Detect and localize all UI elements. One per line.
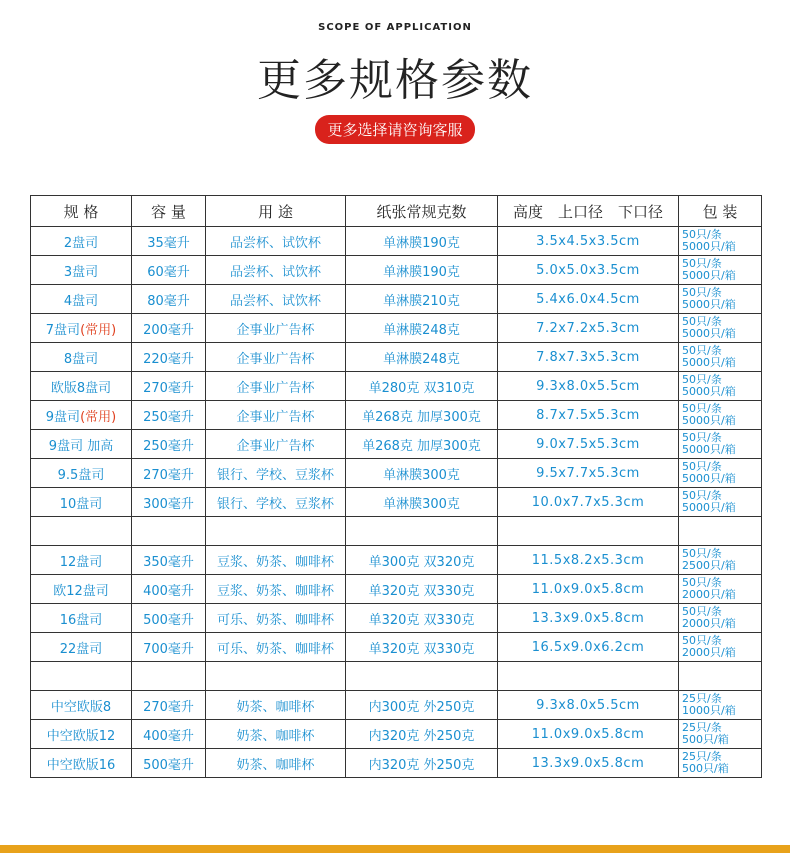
cell-use: 企事业广告杯 <box>206 343 346 372</box>
cell-use: 豆浆、奶茶、咖啡杯 <box>206 546 346 575</box>
cell-dimensions: 7.2x7.2x5.3cm <box>498 314 679 343</box>
cell-packing <box>679 227 762 256</box>
cell-spec <box>31 459 132 488</box>
cell-use: 品尝杯、试饮杯 <box>206 256 346 285</box>
cell-packing <box>679 314 762 343</box>
cell-packing <box>679 430 762 459</box>
cell-capacity: 700毫升 <box>132 633 206 662</box>
table-row <box>31 430 762 459</box>
table-row <box>31 227 762 256</box>
table-row <box>31 720 762 749</box>
cell-dimensions: 11.0x9.0x5.8cm <box>498 720 679 749</box>
cell-capacity: 35毫升 <box>132 227 206 256</box>
pack-per-carton: 5000只/箱 <box>682 327 736 340</box>
empty-cell <box>132 517 206 546</box>
cell-spec <box>31 401 132 430</box>
spec-name: 9盘司 加高 <box>48 438 114 454</box>
pack-per-sleeve: 50只/条 <box>682 315 722 328</box>
pack-per-sleeve: 50只/条 <box>682 605 722 618</box>
cell-spec <box>31 488 132 517</box>
spec-name: 欧版8盘司 <box>50 380 112 396</box>
table-gap-row <box>31 517 762 546</box>
cell-dimensions: 11.0x9.0x5.8cm <box>498 575 679 604</box>
cell-capacity: 200毫升 <box>132 314 206 343</box>
cell-paper: 单淋膜300克 <box>346 488 498 517</box>
spec-name: 欧12盘司 <box>53 583 109 599</box>
cell-dimensions: 8.7x7.5x5.3cm <box>498 401 679 430</box>
empty-cell <box>498 662 679 691</box>
cell-capacity: 60毫升 <box>132 256 206 285</box>
cell-spec <box>31 633 132 662</box>
pack-per-sleeve: 25只/条 <box>682 692 722 705</box>
cell-capacity: 300毫升 <box>132 488 206 517</box>
cell-capacity: 400毫升 <box>132 720 206 749</box>
pack-per-carton: 5000只/箱 <box>682 385 736 398</box>
table-row <box>31 256 762 285</box>
cell-spec <box>31 691 132 720</box>
pack-per-sleeve: 25只/条 <box>682 750 722 763</box>
cell-packing <box>679 459 762 488</box>
table-row <box>31 575 762 604</box>
spec-name: 7盘司 <box>45 322 81 338</box>
spec-note: (常用) <box>80 409 117 425</box>
cell-paper: 内320克 外250克 <box>346 720 498 749</box>
table-row <box>31 546 762 575</box>
cell-paper: 单淋膜210克 <box>346 285 498 314</box>
spec-name: 3盘司 <box>63 264 99 280</box>
table-row <box>31 459 762 488</box>
pack-per-carton: 500只/箱 <box>682 762 729 775</box>
cell-paper: 单320克 双330克 <box>346 575 498 604</box>
cell-capacity: 400毫升 <box>132 575 206 604</box>
cell-paper: 单320克 双330克 <box>346 633 498 662</box>
empty-cell <box>679 517 762 546</box>
cell-spec <box>31 256 132 285</box>
cell-capacity: 250毫升 <box>132 401 206 430</box>
cell-paper: 单淋膜300克 <box>346 459 498 488</box>
cell-capacity: 350毫升 <box>132 546 206 575</box>
pack-per-carton: 5000只/箱 <box>682 501 736 514</box>
cell-dimensions: 7.8x7.3x5.3cm <box>498 343 679 372</box>
pack-per-sleeve: 50只/条 <box>682 547 722 560</box>
header-paper: 纸张常规克数 <box>346 196 498 227</box>
pack-per-sleeve: 50只/条 <box>682 402 722 415</box>
cell-packing <box>679 256 762 285</box>
spec-name: 10盘司 <box>59 496 103 512</box>
cell-capacity: 500毫升 <box>132 749 206 778</box>
cell-paper: 单淋膜248克 <box>346 314 498 343</box>
cell-dimensions: 9.0x7.5x5.3cm <box>498 430 679 459</box>
cell-dimensions: 13.3x9.0x5.8cm <box>498 749 679 778</box>
spec-name: 中空欧版12 <box>46 728 116 744</box>
cell-dimensions: 3.5x4.5x3.5cm <box>498 227 679 256</box>
cell-spec <box>31 546 132 575</box>
spec-name: 8盘司 <box>63 351 99 367</box>
pack-per-carton: 2000只/箱 <box>682 588 736 601</box>
cell-paper: 单268克 加厚300克 <box>346 401 498 430</box>
spec-name: 中空欧版8 <box>50 699 112 715</box>
cell-packing <box>679 633 762 662</box>
cell-paper: 内320克 外250克 <box>346 749 498 778</box>
section-eyebrow: SCOPE OF APPLICATION <box>318 22 472 33</box>
subtitle-wrap <box>0 115 790 144</box>
cell-paper: 单320克 双330克 <box>346 604 498 633</box>
header-capacity: 容 量 <box>132 196 206 227</box>
empty-cell <box>206 517 346 546</box>
cell-dimensions: 9.3x8.0x5.5cm <box>498 372 679 401</box>
cell-packing <box>679 401 762 430</box>
header-dimensions: 高度 上口径 下口径 <box>498 196 679 227</box>
cell-use: 奶茶、咖啡杯 <box>206 749 346 778</box>
cell-spec <box>31 604 132 633</box>
cell-paper: 单淋膜248克 <box>346 343 498 372</box>
cell-packing <box>679 691 762 720</box>
table-gap-row <box>31 662 762 691</box>
cell-spec <box>31 749 132 778</box>
table-body <box>31 227 762 778</box>
empty-cell <box>206 662 346 691</box>
pack-per-carton: 5000只/箱 <box>682 269 736 282</box>
contact-service-badge: 更多选择请咨询客服 <box>315 115 474 144</box>
cell-packing <box>679 604 762 633</box>
cell-paper: 单淋膜190克 <box>346 227 498 256</box>
cell-dimensions: 5.0x5.0x3.5cm <box>498 256 679 285</box>
cell-capacity: 250毫升 <box>132 430 206 459</box>
pack-per-sleeve: 50只/条 <box>682 489 722 502</box>
cell-paper: 单300克 双320克 <box>346 546 498 575</box>
header-spec: 规 格 <box>31 196 132 227</box>
cell-spec <box>31 285 132 314</box>
spec-name: 2盘司 <box>63 235 99 251</box>
cell-use: 企事业广告杯 <box>206 314 346 343</box>
pack-per-carton: 2500只/箱 <box>682 559 736 572</box>
pack-per-sleeve: 50只/条 <box>682 257 722 270</box>
spec-name: 16盘司 <box>59 612 103 628</box>
cell-dimensions: 13.3x9.0x5.8cm <box>498 604 679 633</box>
spec-note: (常用) <box>80 322 117 338</box>
pack-per-sleeve: 50只/条 <box>682 431 722 444</box>
cell-spec <box>31 575 132 604</box>
cell-paper: 内300克 外250克 <box>346 691 498 720</box>
cell-capacity: 500毫升 <box>132 604 206 633</box>
cell-use: 银行、学校、豆浆杯 <box>206 459 346 488</box>
spec-name: 4盘司 <box>63 293 99 309</box>
cell-use: 银行、学校、豆浆杯 <box>206 488 346 517</box>
pack-per-sleeve: 50只/条 <box>682 228 722 241</box>
cell-packing <box>679 372 762 401</box>
pack-per-carton: 500只/箱 <box>682 733 729 746</box>
cell-spec <box>31 430 132 459</box>
cell-packing <box>679 285 762 314</box>
empty-cell <box>31 517 132 546</box>
table-row <box>31 314 762 343</box>
cell-capacity: 220毫升 <box>132 343 206 372</box>
pack-per-carton: 1000只/箱 <box>682 704 736 717</box>
empty-cell <box>498 517 679 546</box>
table-row <box>31 401 762 430</box>
table-row <box>31 343 762 372</box>
spec-name: 9.5盘司 <box>57 467 105 483</box>
spec-name: 中空欧版16 <box>46 757 116 773</box>
cell-spec <box>31 720 132 749</box>
empty-cell <box>346 662 498 691</box>
cell-use: 奶茶、咖啡杯 <box>206 720 346 749</box>
cell-use: 奶茶、咖啡杯 <box>206 691 346 720</box>
cell-packing <box>679 749 762 778</box>
pack-per-sleeve: 50只/条 <box>682 286 722 299</box>
spec-name: 22盘司 <box>59 641 103 657</box>
pack-per-sleeve: 50只/条 <box>682 576 722 589</box>
table-row <box>31 604 762 633</box>
cell-packing <box>679 488 762 517</box>
pack-per-carton: 5000只/箱 <box>682 443 736 456</box>
cell-use: 豆浆、奶茶、咖啡杯 <box>206 575 346 604</box>
pack-per-sleeve: 50只/条 <box>682 460 722 473</box>
pack-per-sleeve: 25只/条 <box>682 721 722 734</box>
table-header-row <box>31 196 762 227</box>
header-packing: 包 装 <box>679 196 762 227</box>
cell-packing <box>679 546 762 575</box>
table-row <box>31 285 762 314</box>
cell-use: 企事业广告杯 <box>206 430 346 459</box>
table-row <box>31 488 762 517</box>
cell-paper: 单280克 双310克 <box>346 372 498 401</box>
cell-capacity: 270毫升 <box>132 372 206 401</box>
cell-packing <box>679 720 762 749</box>
pack-per-carton: 5000只/箱 <box>682 298 736 311</box>
table-row <box>31 372 762 401</box>
cell-dimensions: 9.3x8.0x5.5cm <box>498 691 679 720</box>
cell-use: 可乐、奶茶、咖啡杯 <box>206 604 346 633</box>
pack-per-carton: 2000只/箱 <box>682 646 736 659</box>
empty-cell <box>679 662 762 691</box>
cell-capacity: 270毫升 <box>132 459 206 488</box>
spec-name: 9盘司 <box>45 409 81 425</box>
pack-per-carton: 5000只/箱 <box>682 414 736 427</box>
cell-packing <box>679 575 762 604</box>
spec-table <box>30 195 762 778</box>
table-row <box>31 633 762 662</box>
cell-use: 品尝杯、试饮杯 <box>206 227 346 256</box>
cell-dimensions: 11.5x8.2x5.3cm <box>498 546 679 575</box>
cell-packing <box>679 343 762 372</box>
header-use: 用 途 <box>206 196 346 227</box>
cell-spec <box>31 372 132 401</box>
empty-cell <box>132 662 206 691</box>
footer-accent-bar <box>0 845 790 853</box>
pack-per-carton: 5000只/箱 <box>682 356 736 369</box>
empty-cell <box>346 517 498 546</box>
cell-dimensions: 9.5x7.7x5.3cm <box>498 459 679 488</box>
table-row <box>31 691 762 720</box>
cell-use: 企事业广告杯 <box>206 372 346 401</box>
spec-name: 12盘司 <box>59 554 103 570</box>
cell-dimensions: 10.0x7.7x5.3cm <box>498 488 679 517</box>
cell-spec <box>31 314 132 343</box>
cell-spec <box>31 227 132 256</box>
pack-per-sleeve: 50只/条 <box>682 344 722 357</box>
cell-use: 可乐、奶茶、咖啡杯 <box>206 633 346 662</box>
cell-use: 企事业广告杯 <box>206 401 346 430</box>
pack-per-carton: 2000只/箱 <box>682 617 736 630</box>
cell-paper: 单268克 加厚300克 <box>346 430 498 459</box>
page-title: 更多规格参数 <box>257 55 533 106</box>
cell-dimensions: 16.5x9.0x6.2cm <box>498 633 679 662</box>
table-row <box>31 749 762 778</box>
empty-cell <box>31 662 132 691</box>
cell-spec <box>31 343 132 372</box>
pack-per-sleeve: 50只/条 <box>682 373 722 386</box>
cell-capacity: 80毫升 <box>132 285 206 314</box>
cell-paper: 单淋膜190克 <box>346 256 498 285</box>
pack-per-carton: 5000只/箱 <box>682 472 736 485</box>
cell-dimensions: 5.4x6.0x4.5cm <box>498 285 679 314</box>
cell-use: 品尝杯、试饮杯 <box>206 285 346 314</box>
pack-per-sleeve: 50只/条 <box>682 634 722 647</box>
cell-capacity: 270毫升 <box>132 691 206 720</box>
pack-per-carton: 5000只/箱 <box>682 240 736 253</box>
